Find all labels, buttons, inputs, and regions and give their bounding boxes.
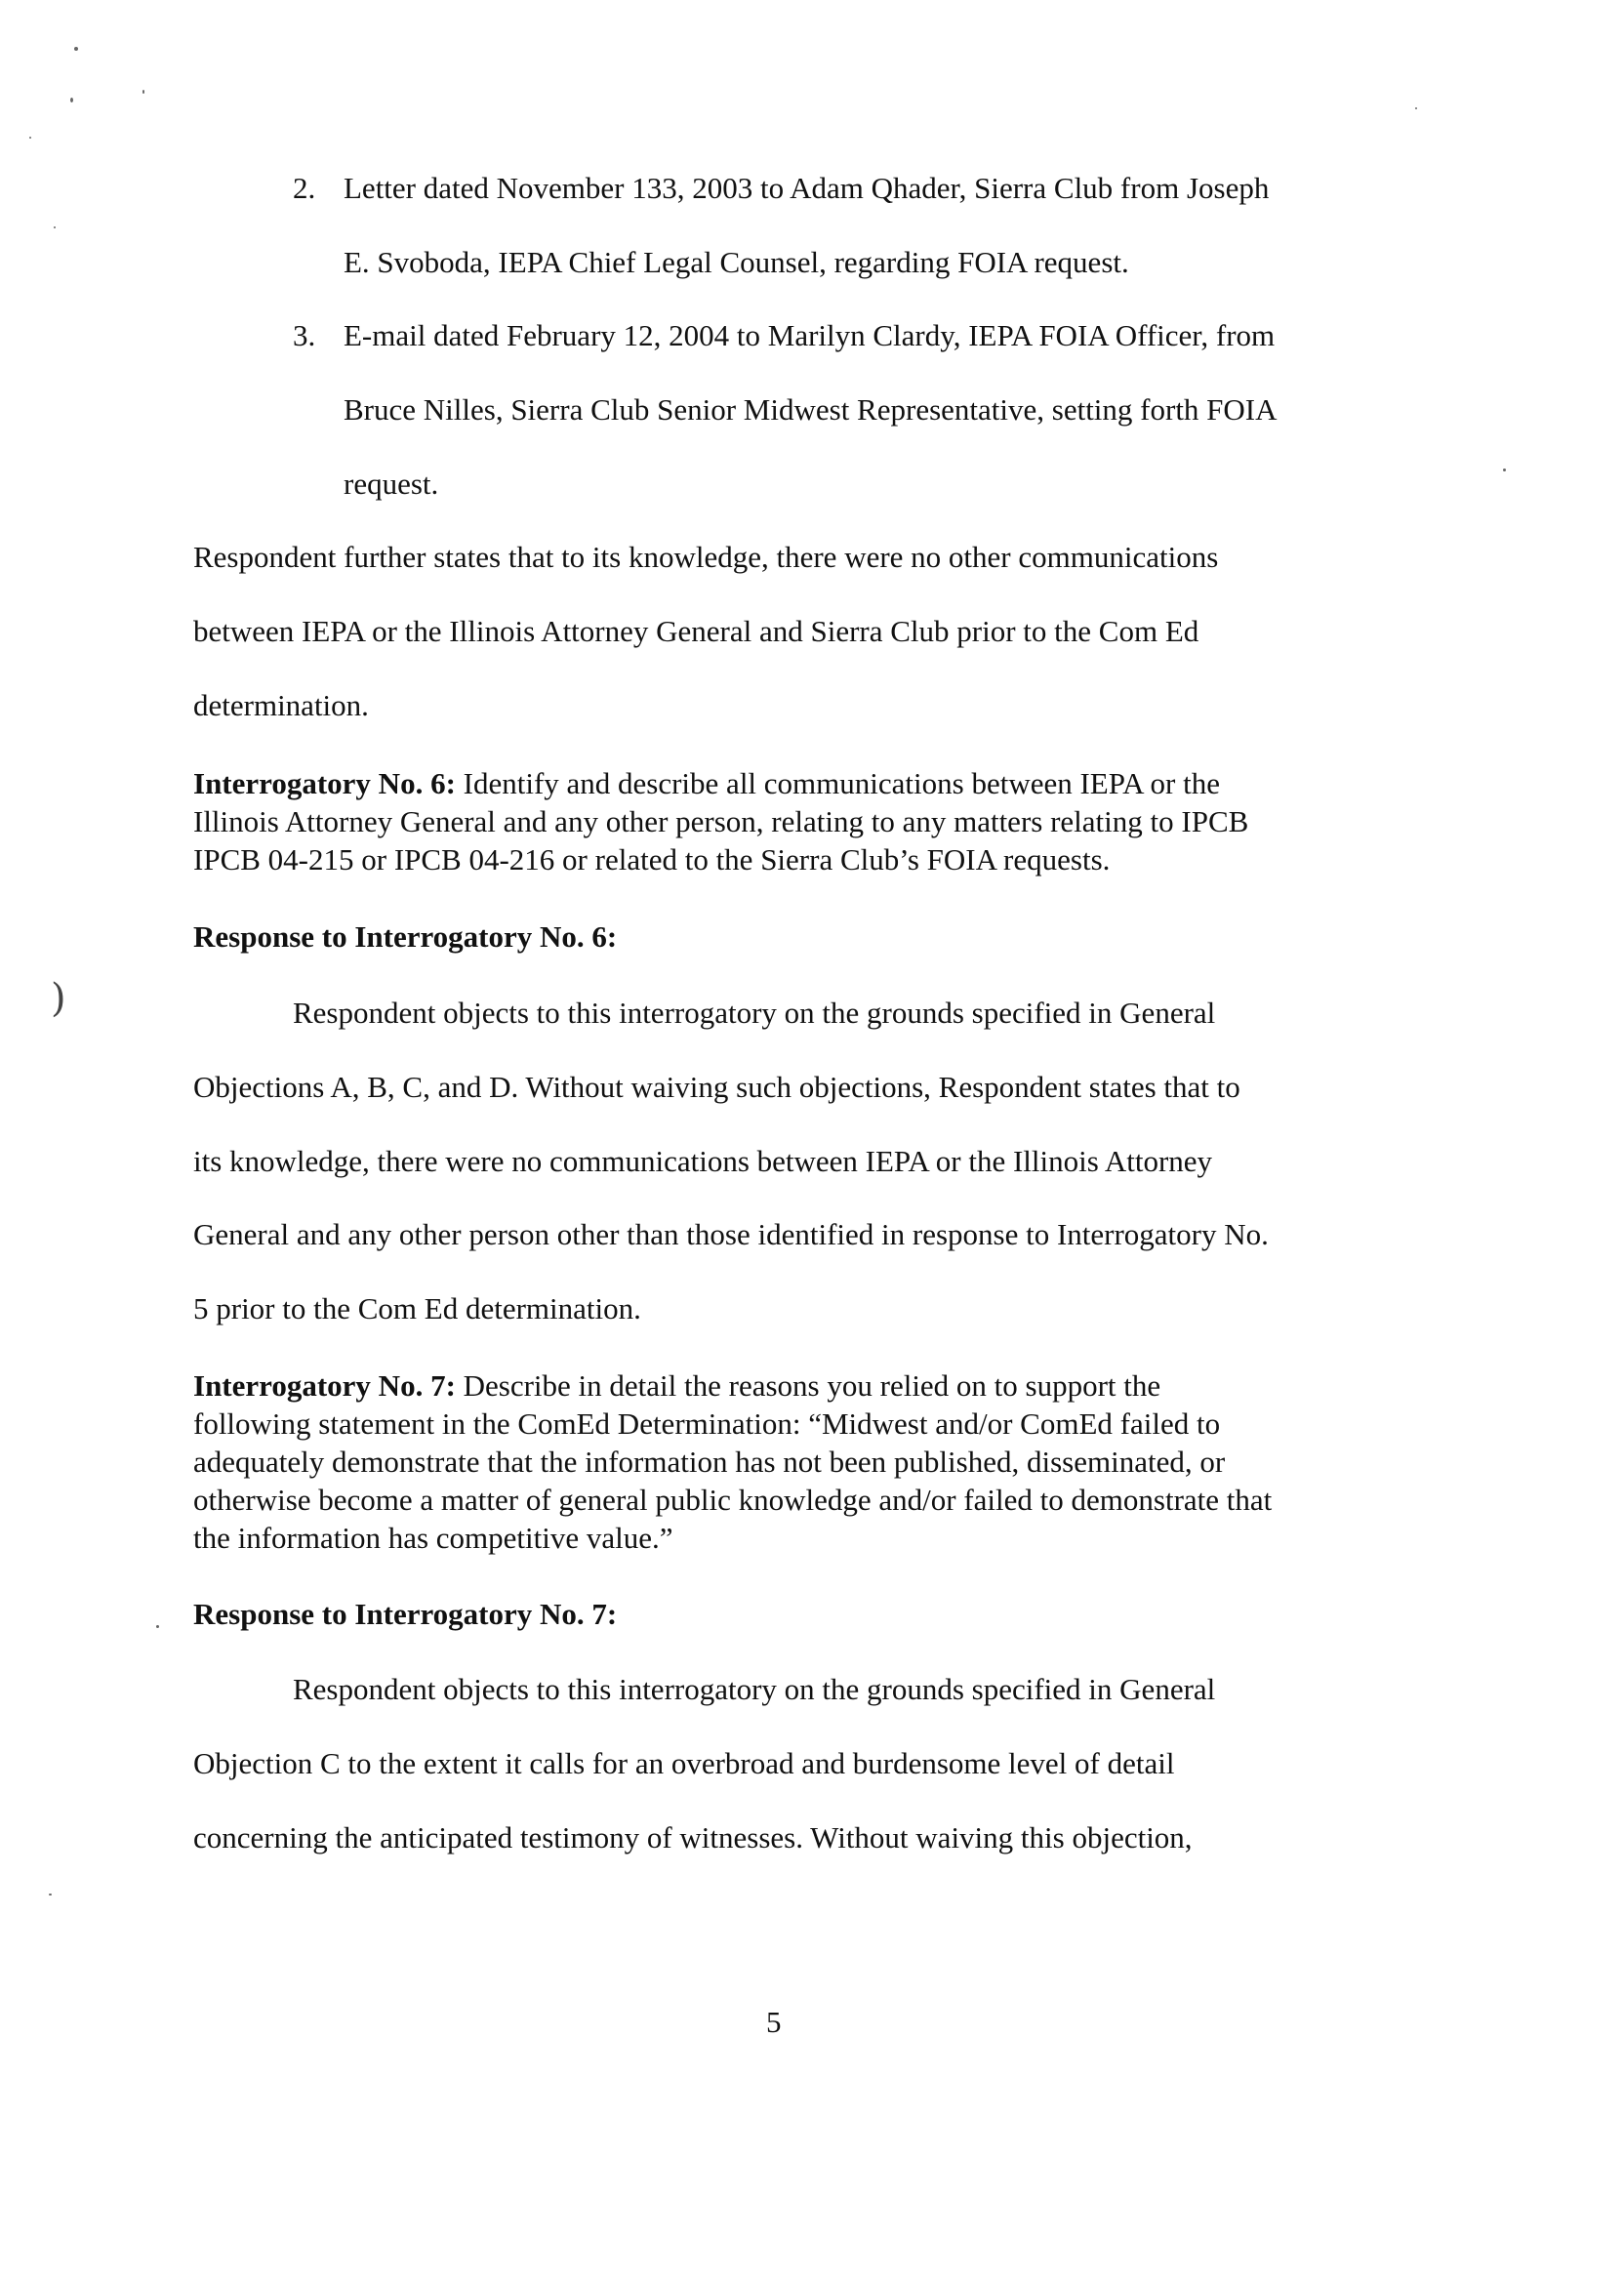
list-item-line: request. [344, 467, 439, 501]
statement-line: determination. [193, 688, 369, 722]
statement-line: Respondent further states that to its knowledge, there were no other communications [193, 540, 1219, 574]
response-7-line: concerning the anticipated testimony of witnesses. Without waiving this objection, [193, 1820, 1193, 1854]
interrogatory-7-text: Describe in detail the reasons you relied on to support the [455, 1368, 1161, 1403]
scan-mark: ) [51, 976, 66, 1021]
response-7-line: Objection C to the extent it calls for an overbroad and burdensome level of detail [193, 1746, 1175, 1780]
interrogatory-7-text: the information has competitive value.” [193, 1521, 673, 1555]
scan-speck [54, 226, 56, 228]
interrogatory-6 [193, 764, 1364, 878]
response-7-line: Respondent objects to this interrogatory on the grounds specified in General [293, 1672, 1216, 1706]
scan-speck [1415, 107, 1417, 109]
interrogatory-7-text: following statement in the ComEd Determination: “Midwest and/or ComEd failed to [193, 1406, 1221, 1441]
scan-speck [74, 47, 78, 51]
interrogatory-7-text: otherwise become a matter of general public knowledge and/or failed to demonstrate that [193, 1483, 1273, 1517]
response-6-line: Respondent objects to this interrogatory on the grounds specified in General [293, 996, 1216, 1030]
interrogatory-6-text: IPCB 04-215 or IPCB 04-216 or related to the Sierra Club’s FOIA requests. [193, 842, 1111, 876]
interrogatory-7-label: Interrogatory No. 7: [193, 1368, 456, 1403]
scan-speck [70, 98, 73, 102]
scan-speck [1503, 469, 1506, 471]
interrogatory-6-label: Interrogatory No. 6: [193, 766, 456, 800]
interrogatory-7 [193, 1366, 1364, 1557]
interrogatory-6-text: Identify and describe all communications between IEPA or the [455, 766, 1221, 800]
response-7-heading: Response to Interrogatory No. 7: [193, 1597, 618, 1631]
response-6-line: Objections A, B, C, and D. Without waiving such objections, Respondent states that to [193, 1070, 1240, 1104]
list-item-line: Letter dated November 133, 2003 to Adam Qhader, Sierra Club from Joseph [344, 171, 1270, 205]
response-6-line: its knowledge, there were no communications between IEPA or the Illinois Attorney [193, 1144, 1213, 1178]
interrogatory-7-text: adequately demonstrate that the information has not been published, disseminated, or [193, 1445, 1226, 1479]
list-item-line: Bruce Nilles, Sierra Club Senior Midwest Representative, setting forth FOIA [344, 392, 1278, 427]
page-number: 5 [766, 2005, 782, 2039]
response-6-line: 5 prior to the Com Ed determination. [193, 1291, 641, 1325]
scan-speck [29, 137, 31, 139]
response-6-heading: Response to Interrogatory No. 6: [193, 919, 618, 954]
list-item-line: E-mail dated February 12, 2004 to Marilyn Clardy, IEPA FOIA Officer, from [344, 318, 1276, 352]
statement-line: between IEPA or the Illinois Attorney General and Sierra Club prior to the Com Ed [193, 614, 1199, 648]
list-number: 2. [293, 171, 316, 205]
scan-speck [142, 90, 144, 94]
scan-speck [49, 1894, 52, 1895]
list-number: 3. [293, 318, 316, 352]
response-6-line: General and any other person other than those identified in response to Interrogatory No. [193, 1217, 1269, 1251]
scan-speck [156, 1625, 159, 1628]
list-item-line: E. Svoboda, IEPA Chief Legal Counsel, regarding FOIA request. [344, 245, 1129, 279]
interrogatory-6-text: Illinois Attorney General and any other person, relating to any matters relating to IPCB [193, 804, 1249, 838]
